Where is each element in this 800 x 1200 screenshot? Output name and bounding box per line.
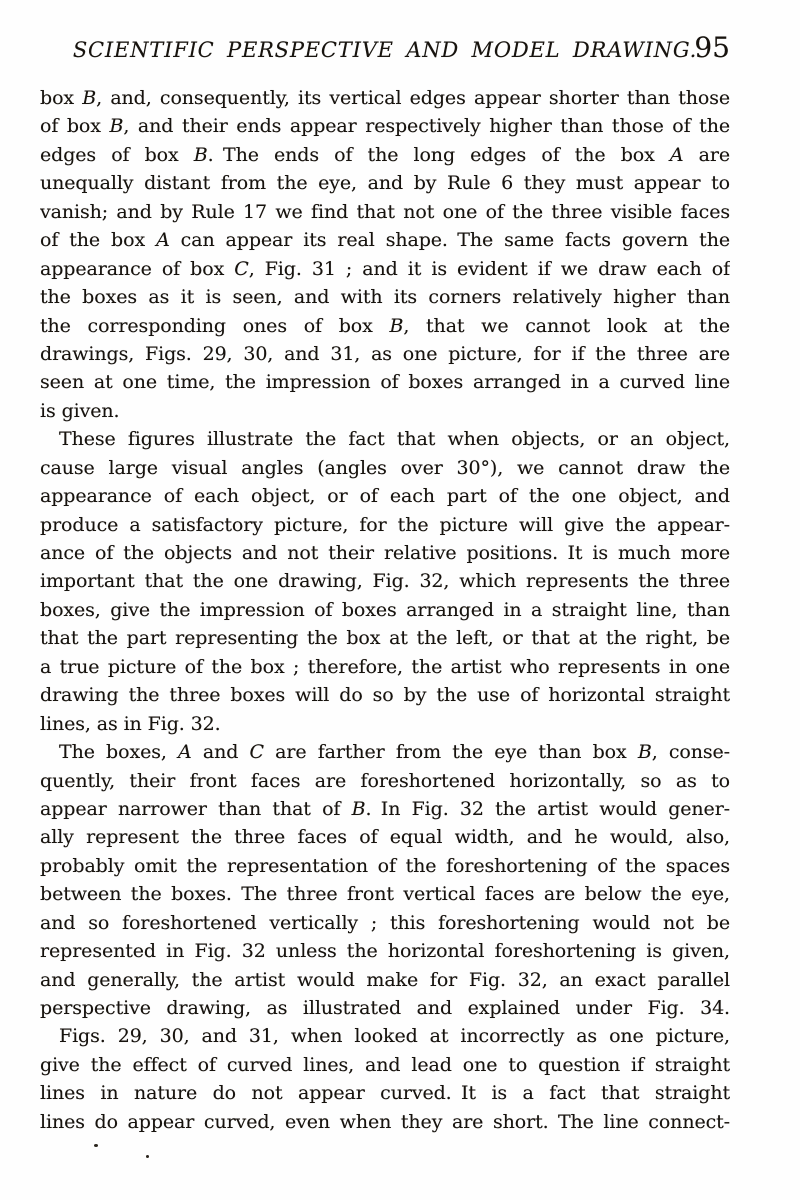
text-segment: between the boxes. The three front vertical faces are below the eye,: [40, 883, 730, 906]
text-line: [40, 169, 730, 197]
text-segment: that the part representing the box at the left, or that at the right, be: [40, 627, 730, 650]
italic-term: B: [351, 797, 366, 820]
text-segment: are: [683, 143, 730, 166]
page-number: 95: [694, 31, 730, 64]
text-line: [40, 1079, 730, 1107]
text-segment: can appear its real shape. The same facts govern the: [169, 229, 730, 252]
text-segment: . The ends of the long edges of the box: [207, 143, 670, 166]
paragraph: [40, 84, 730, 425]
italic-term: B: [637, 741, 652, 764]
text-line: [40, 653, 730, 681]
text-line: [40, 1022, 730, 1050]
paragraph: [40, 1022, 730, 1136]
text-segment: unequally distant from the eye, and by Rule 6 they must appear to: [40, 172, 730, 195]
text-segment: box: [40, 87, 83, 109]
text-segment: ally represent the three faces of equal width, and he would, also,: [40, 826, 730, 849]
text-line: [40, 710, 730, 738]
text-line: [40, 880, 730, 908]
italic-term: A: [669, 143, 684, 166]
text-line: [40, 397, 730, 425]
text-segment: ance of the objects and not their relative positions. It is much more: [40, 542, 730, 564]
text-segment: cause large visual angles (angles over 30°), we cannot draw the: [40, 456, 730, 479]
paragraph: [40, 738, 730, 1022]
text-segment: is given.: [40, 399, 120, 422]
italic-term: C: [234, 257, 249, 280]
italic-term: A: [156, 229, 170, 252]
text-line: [40, 596, 730, 624]
text-line: [40, 539, 730, 567]
paragraph: [40, 425, 730, 738]
italic-term: B: [82, 87, 97, 109]
text-segment: lines, as in Fig. 32.: [40, 712, 221, 735]
text-segment: of box: [40, 115, 110, 138]
text-line: [40, 226, 730, 254]
text-segment: and so foreshortened vertically ; this foreshortening would not be: [40, 911, 730, 934]
running-title: SCIENTIFIC PERSPECTIVE AND MODEL DRAWING.: [72, 38, 698, 62]
text-segment: appear narrower than that of: [40, 797, 352, 820]
text-segment: These figures illustrate the fact that when objects, or an object,: [59, 428, 730, 451]
text-segment: and: [191, 741, 250, 764]
text-segment: The boxes,: [59, 741, 179, 764]
text-segment: seen at one time, the impression of boxes arranged in a curved line: [40, 371, 730, 394]
text-line: [40, 909, 730, 937]
text-segment: , and their ends appear respectively higher than those of the: [123, 115, 730, 138]
text-segment: lines in nature do not appear curved. It is a fact that straight: [40, 1082, 730, 1105]
text-segment: vanish; and by Rule 17 we find that not one of the three visible faces: [40, 200, 730, 223]
text-segment: . In Fig. 32 the artist would gener-: [365, 797, 730, 820]
text-line: [40, 738, 730, 766]
text-line: [40, 511, 730, 539]
text-segment: Figs. 29, 30, and 31, when looked at incorrectly as one picture,: [59, 1025, 730, 1048]
text-line: [40, 823, 730, 851]
text-line: [40, 454, 730, 482]
text-segment: of the box: [40, 229, 157, 252]
text-segment: , that we cannot look at the: [403, 314, 730, 337]
italic-term: B: [109, 115, 124, 138]
scan-speck: [146, 1155, 149, 1158]
text-line: [40, 368, 730, 396]
text-line: [40, 312, 730, 340]
text-segment: boxes, give the impression of boxes arranged in a straight line, than: [40, 598, 730, 621]
text-segment: produce a satisfactory picture, for the picture will give the appear-: [40, 513, 730, 536]
text-segment: edges of box: [40, 143, 194, 166]
text-segment: the boxes as it is seen, and with its corners relatively higher than: [40, 286, 730, 309]
text-line: [40, 84, 730, 112]
text-segment: the corresponding ones of box: [40, 314, 390, 337]
text-line: [40, 767, 730, 795]
text-segment: important that the one drawing, Fig. 32, which represents the three: [40, 570, 730, 593]
text-segment: and generally, the artist would make for Fig. 32, an exact parallel: [40, 968, 730, 991]
text-line: [40, 482, 730, 510]
text-line: [40, 112, 730, 140]
text-line: [40, 937, 730, 965]
italic-term: B: [389, 314, 404, 337]
text-line: [40, 567, 730, 595]
italic-term: B: [193, 143, 208, 166]
italic-term: A: [178, 741, 192, 764]
text-segment: quently, their front faces are foreshortened horizontally, so as to: [40, 769, 730, 792]
text-line: [40, 624, 730, 652]
text-line: [40, 1108, 730, 1136]
text-line: [40, 141, 730, 169]
text-segment: give the effect of curved lines, and lead one to question if straight: [40, 1053, 730, 1076]
text-line: [40, 425, 730, 453]
text-segment: lines do appear curved, even when they are short. The line connect-: [40, 1110, 730, 1133]
text-line: [40, 340, 730, 368]
text-segment: appearance of each object, or of each part of the one object, and: [40, 485, 730, 508]
text-segment: appearance of box: [40, 257, 235, 280]
text-line: [40, 198, 730, 226]
text-line: [40, 795, 730, 823]
text-segment: perspective drawing, as illustrated and explained under Fig. 34.: [40, 997, 730, 1019]
text-segment: are farther from the eye than box: [263, 741, 638, 764]
text-line: [40, 966, 730, 994]
text-segment: probably omit the representation of the foreshortening of the spaces: [40, 854, 730, 877]
text-line: [40, 1051, 730, 1079]
text-segment: , Fig. 31 ; and it is evident if we draw each of: [248, 257, 730, 280]
italic-term: C: [249, 741, 264, 764]
text-block: [40, 84, 730, 1136]
text-segment: , and, consequently, its vertical edges appear shorter than those: [96, 87, 730, 109]
text-segment: drawings, Figs. 29, 30, and 31, as one picture, for if the three are: [40, 342, 730, 365]
text-line: [40, 994, 730, 1022]
text-segment: , conse-: [651, 741, 730, 764]
text-line: [40, 852, 730, 880]
text-segment: drawing the three boxes will do so by the use of horizontal straight: [40, 684, 730, 707]
text-line: [40, 681, 730, 709]
scan-speck: [94, 1144, 98, 1147]
page-header: [40, 31, 730, 76]
text-line: [40, 255, 730, 283]
text-line: [40, 283, 730, 311]
text-segment: represented in Fig. 32 unless the horizontal foreshortening is given,: [40, 940, 730, 963]
text-segment: a true picture of the box ; therefore, the artist who represents in one: [40, 655, 730, 678]
